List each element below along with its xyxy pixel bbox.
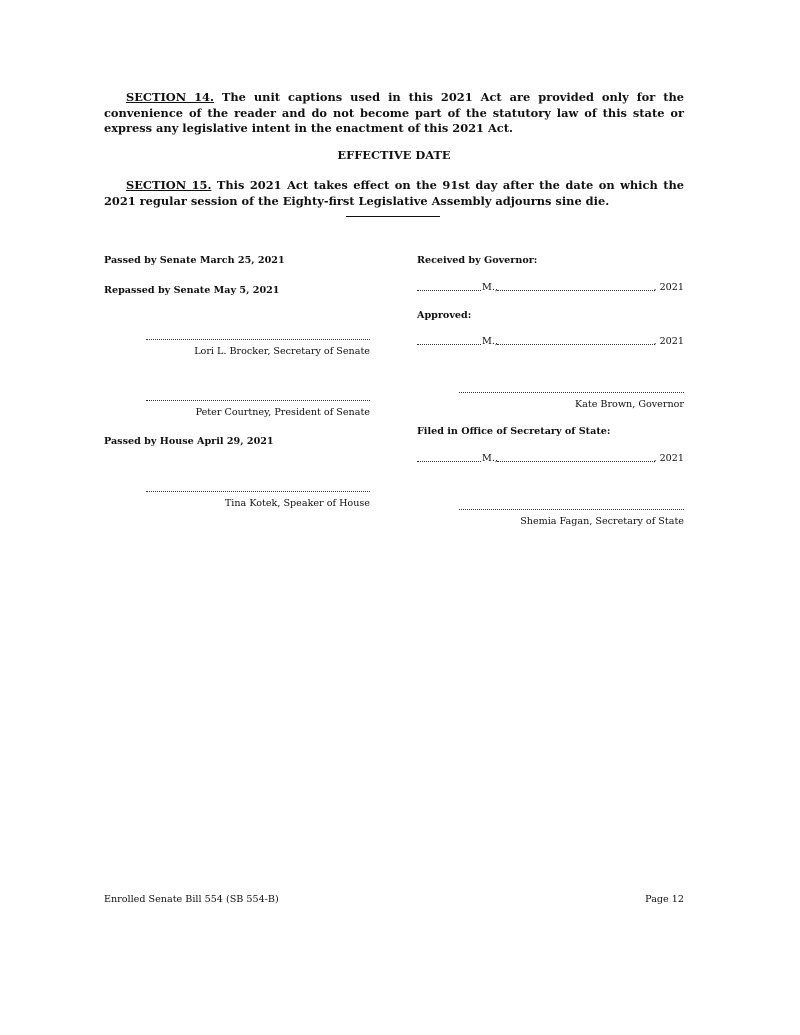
filed-date-line [417,453,684,465]
received-by-governor: Received by Governor: [417,255,538,266]
signature-line-governor [459,392,684,393]
date-blank-day [497,461,655,462]
signer-secretary-senate: Lori L. Brocker, Secretary of Senate [194,346,370,357]
approved-label: Approved: [417,310,472,321]
effective-date-heading: EFFECTIVE DATE [337,148,451,162]
passed-by-house: Passed by House April 29, 2021 [104,436,274,447]
date-blank-day [497,344,655,345]
year-label: , 2021 [653,336,684,347]
footer-page-number: Page 12 [645,894,684,905]
signer-speaker-house: Tina Kotek, Speaker of House [224,498,370,509]
signature-line-secretary-state [459,509,684,510]
received-date-line [417,282,684,294]
date-blank-time [417,344,481,345]
m-label: M., [482,336,498,347]
footer-bill-id: Enrolled Senate Bill 554 (SB 554-B) [104,894,279,905]
year-label: , 2021 [653,282,684,293]
section-divider [346,216,440,217]
section-14-paragraph [104,90,684,137]
signer-governor: Kate Brown, Governor [574,399,684,410]
section-15-paragraph [104,178,684,209]
section-14-text: The unit captions used in this 2021 Act are provided only for the convenience of the reader and do not become part of the statutory law of this state or express any legislative intent in the enactment of this 2021 Act. [104,90,684,135]
section-15-text: This 2021 Act takes effect on the 91st day after the date on which the 2021 regular session of the Eighty-first Legislative Assembly adjourns sine die. [104,178,684,208]
passed-by-senate: Passed by Senate March 25, 2021 [104,255,285,266]
date-blank-time [417,461,481,462]
m-label: M., [482,282,498,293]
repassed-by-senate: Repassed by Senate May 5, 2021 [104,285,280,296]
signature-line-speaker-house [146,491,370,492]
signer-president-senate: Peter Courtney, President of Senate [195,407,370,418]
signature-line-president-senate [146,400,370,401]
section-14-number: SECTION 14. [126,90,214,104]
date-blank-time [417,290,481,291]
date-blank-day [497,290,655,291]
year-label: , 2021 [653,453,684,464]
filed-secretary-of-state: Filed in Office of Secretary of State: [417,426,611,437]
approved-date-line [417,336,684,348]
m-label: M., [482,453,498,464]
signature-line-secretary-senate [146,339,370,340]
section-15-number: SECTION 15. [126,178,212,192]
signer-secretary-state: Shemia Fagan, Secretary of State [520,516,684,527]
